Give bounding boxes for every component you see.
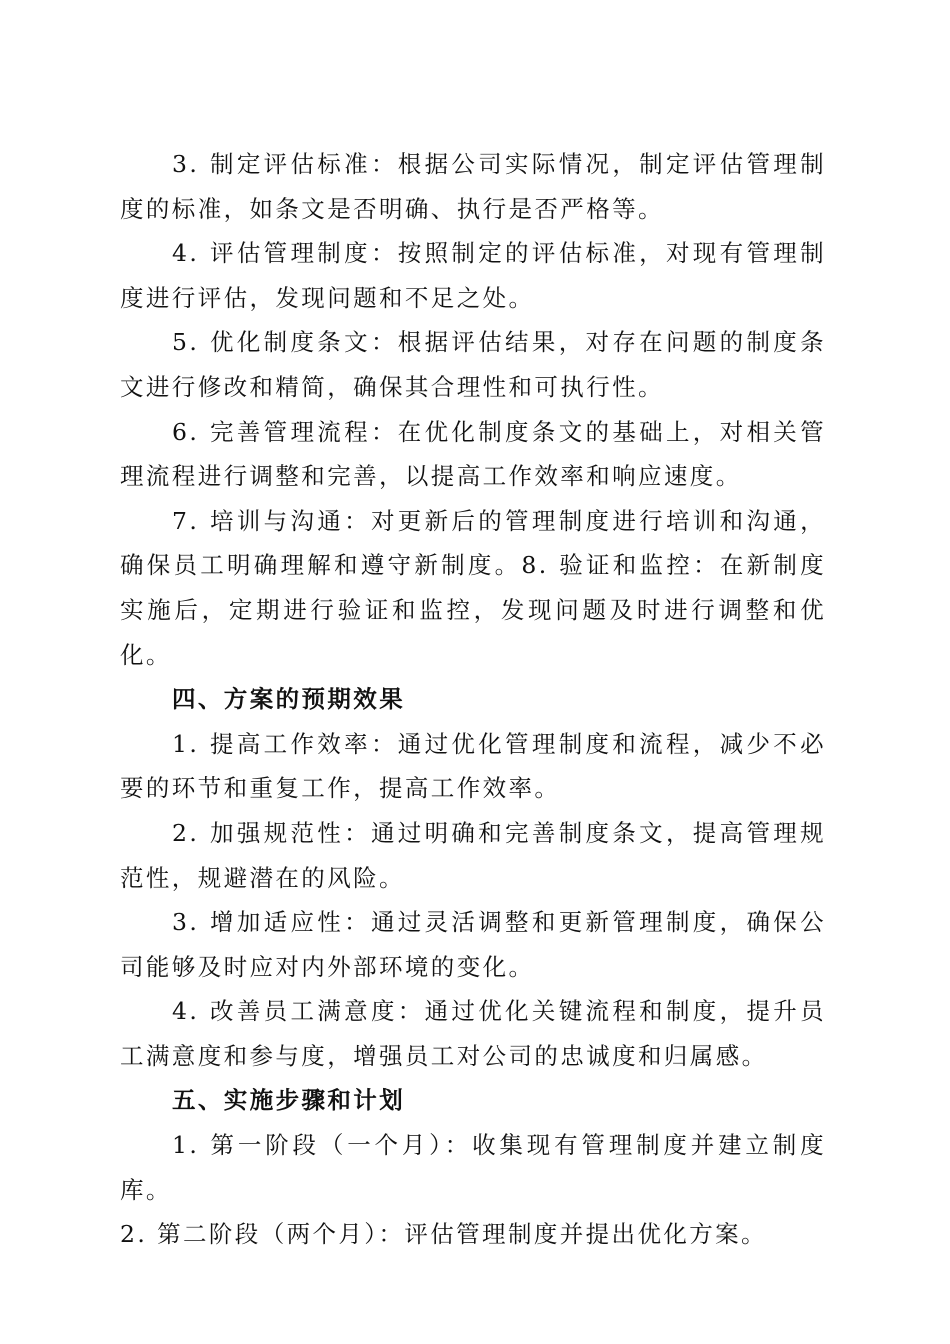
section-heading-implementation-plan: 五、实施步骤和计划	[172, 1086, 406, 1115]
effect-item-2: 2. 加强规范性：通过明确和完善制度条文，提高管理规范性，规避潜在的风险。	[120, 818, 826, 892]
paragraph-step-7-8: 7. 培训与沟通：对更新后的管理制度进行培训和沟通，确保员工明确理解和遵守新制度。8. 验证和监控：在新制度实施后，定期进行验证和监控，发现问题及时进行调整和优化。	[120, 506, 826, 669]
effect-item-3: 3. 增加适应性：通过灵活调整和更新管理制度，确保公司能够及时应对内外部环境的变化。	[120, 908, 826, 981]
section-heading-expected-effects: 四、方案的预期效果	[172, 685, 406, 714]
document-page	[120, 142, 826, 1257]
paragraph-step-5: 5. 优化制度条文：根据评估结果，对存在问题的制度条文进行修改和精简，确保其合理性和可执行性。	[120, 328, 826, 401]
effect-item-4: 4. 改善员工满意度：通过优化关键流程和制度，提升员工满意度和参与度，增强员工对公司的忠诚度和归属感。	[120, 997, 826, 1070]
effect-item-1: 1. 提高工作效率：通过优化管理制度和流程，减少不必要的环节和重复工作，提高工作效率。	[120, 729, 826, 803]
paragraph-step-4: 4. 评估管理制度：按照制定的评估标准，对现有管理制度进行评估，发现问题和不足之处。	[120, 239, 826, 312]
plan-item-1: 1. 第一阶段（一个月）：收集现有管理制度并建立制度库。	[120, 1131, 826, 1204]
paragraph-step-6: 6. 完善管理流程：在优化制度条文的基础上，对相关管理流程进行调整和完善，以提高工作效率和响应速度。	[120, 417, 826, 491]
paragraph-step-3: 3. 制定评估标准：根据公司实际情况，制定评估管理制度的标准，如条文是否明确、执行是否严格等。	[120, 150, 826, 223]
plan-item-2: 2. 第二阶段（两个月）：评估管理制度并提出优化方案。	[120, 1220, 767, 1249]
